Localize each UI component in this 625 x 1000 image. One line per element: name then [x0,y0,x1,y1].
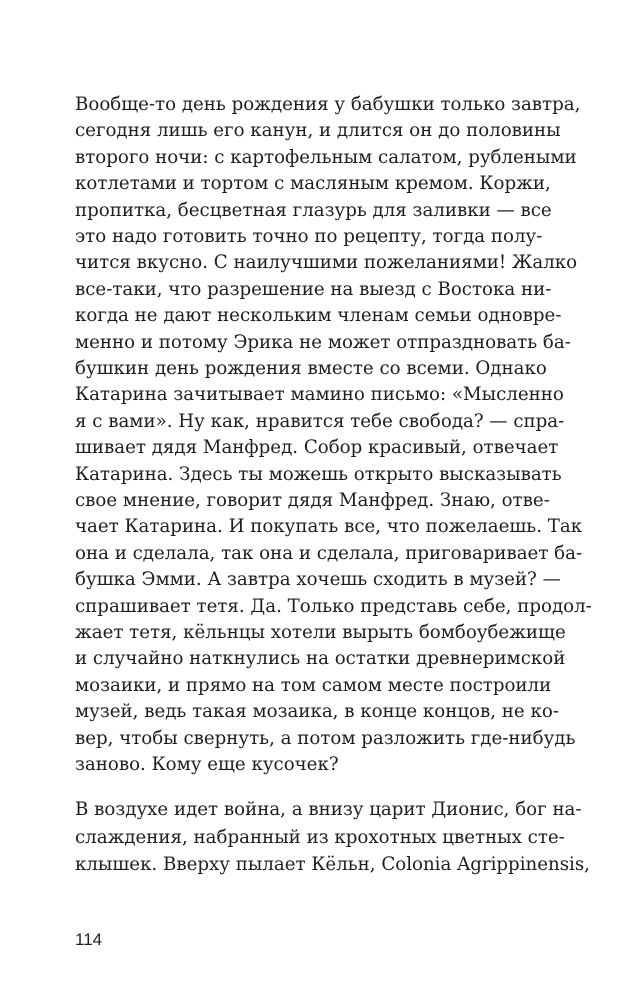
text-line: пропитка, бесцветная глазурь для заливки — все [75,199,552,221]
text-line: сегодня лишь его канун, и длится он до половины [75,120,561,142]
text-line: Вообще-то день рождения у бабушки только завтра, [75,94,581,115]
text-line: она и сделала, так она и сделала, приговаривает ба- [75,542,583,564]
text-line: спрашивает тетя. Да. Только представь себе, продол- [75,595,592,617]
page-number: 114 [75,930,103,949]
text-line: мозаики, и прямо на том самом месте построили [75,674,552,696]
text-line: менно и потому Эрика не может отпраздновать ба- [75,331,571,353]
text-line: я с вами». Ну как, нравится тебе свобода? — спра- [75,410,565,432]
text-line: Катарина. Здесь ты можешь открыто высказывать [75,463,562,485]
text-line: В воздухе идет война, а внизу царит Дионис, бог на- [75,799,582,820]
text-line: музей, ведь такая мозаика, в конце концов, не ко- [75,701,559,723]
text-line: когда не дают нескольким членам семьи одновре- [75,305,562,327]
text-line: Катарина зачитывает мамино письмо: «Мысленно [75,384,564,406]
text-line: шивает дядя Манфред. Собор красивый, отвечает [75,437,559,459]
text-line: бушка Эмми. А завтра хочешь сходить в музей? — [75,569,561,591]
text-line: слаждения, набранный из крохотных цветных сте- [75,826,565,848]
text-line: второго ночи: с картофельным салатом, рублеными [75,146,577,168]
text-line: котлетами и тортом с масляным кремом. Коржи, [75,173,551,195]
text-line: клышек. Вверху пылает Кёльн, Colonia Agrippinensis, [75,854,590,876]
text-line: чится вкусно. С наилучшими пожеланиями! Жалко [75,252,578,274]
text-line: заново. Кому еще кусочек? [75,754,339,775]
text-line: и случайно наткнулись на остатки древнеримской [75,648,566,670]
text-line: свое мнение, говорит дядя Манфред. Знаю, отве- [75,490,550,511]
text-line: чает Катарина. И покупать все, что пожелаешь. Так [75,516,583,538]
text-line: бушкин день рождения вместе со всеми. Однако [75,358,547,379]
text-line: это надо готовить точно по рецепту, тогда полу- [75,226,543,247]
text-line: жает тетя, кёльнцы хотели вырыть бомбоубежище [75,622,566,643]
text-line: все-таки, что разрешение на выезд с Востока ни- [75,278,552,300]
text-line: вер, чтобы свернуть, а потом разложить где-нибудь [75,727,576,749]
